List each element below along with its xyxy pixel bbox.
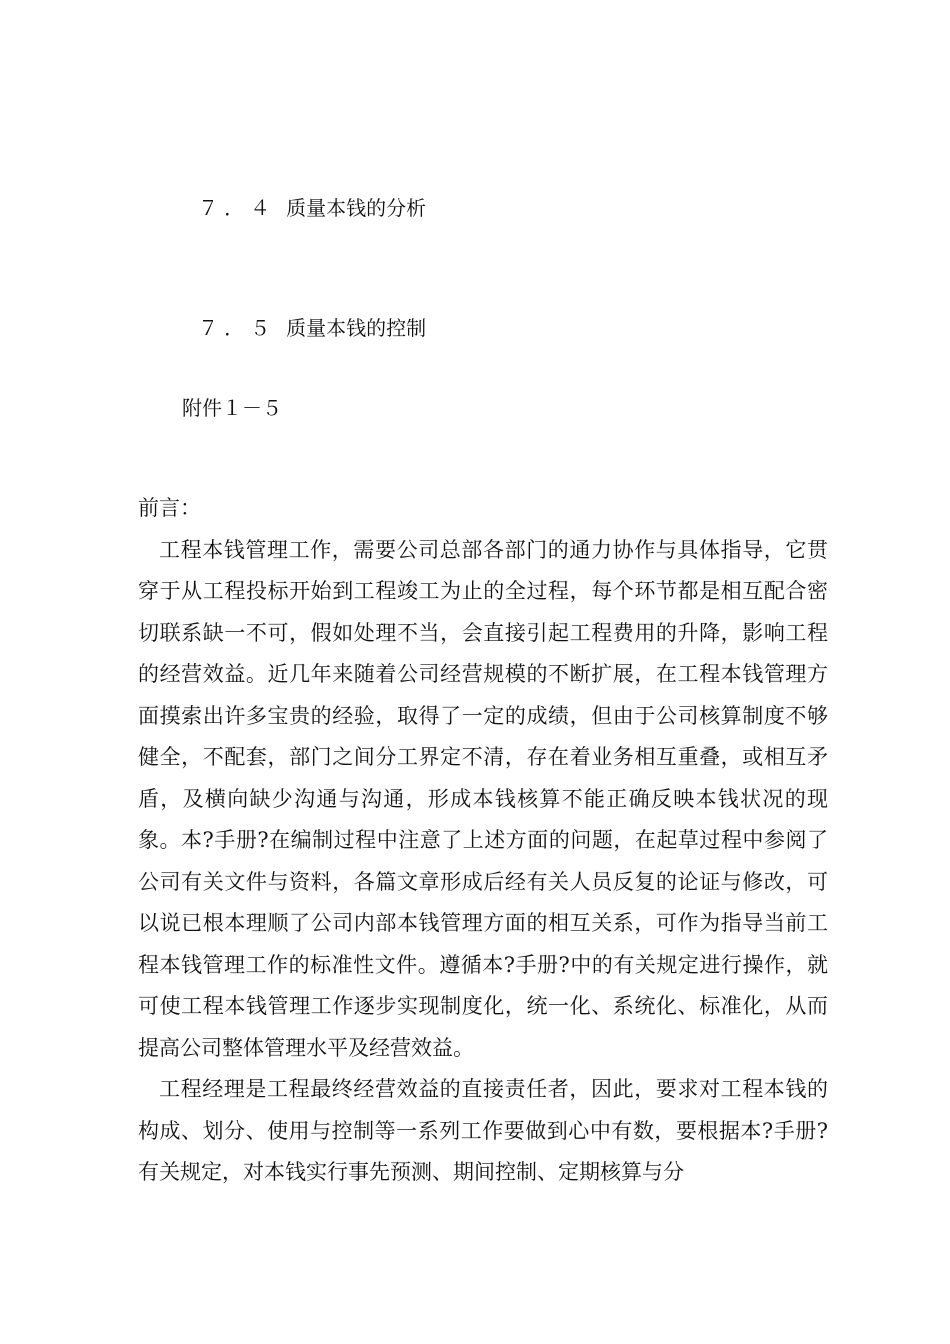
toc-item [160, 148, 426, 268]
toc-item-title: 质量本钱的控制 [286, 316, 427, 340]
toc-appendix: 附件１－５ [182, 396, 282, 420]
preface-paragraph: 工程经理是工程最终经营效益的直接责任者，因此，要求对工程本钱的构成、划分、使用与控制等一系列工作要做到心中有数，要根据本?手册?有关规定，对本钱实行事先预测、期间控制、定期核算与分 [138, 1077, 828, 1184]
table-of-contents [160, 148, 426, 428]
preface-section [138, 488, 828, 1194]
toc-item-number: ７．５ [198, 316, 277, 340]
preface-heading: 前言： [138, 496, 201, 520]
toc-item-title: 质量本钱的分析 [286, 196, 427, 220]
toc-item-number: ７．４ [198, 196, 277, 220]
toc-item [160, 268, 426, 388]
preface-paragraph: 工程本钱管理工作，需要公司总部各部门的通力协作与具体指导，它贯穿于从工程投标开始到工程竣工为止的全过程，每个环节都是相互配合密切联系缺一不可，假如处理不当，会直接引起工程费用的升降，影响工程的经营效益。近几年来随着公司经营规模的不断扩展，在工程本钱管理方面摸索出许多宝贵的经验，取得了一定的成绩，但由于公司核算制度不够健全，不配套，部门之间分工界定不清，存在着业务相互重叠，或相互矛盾，及横向缺少沟通与沟通，形成本钱核算不能正确反映本钱状况的现象。本?手册?在编制过程中注意了上述方面的问题，在起草过程中参阅了公司有关文件与资料，各篇文章形成后经有关人员反复的论证与修改，可以说已根本理顺了公司内部本钱管理方面的相互关系，可作为指导当前工程本钱管理工作的标准性文件。遵循本?手册?中的有关规定进行操作，就可使工程本钱管理工作逐步实现制度化，统一化、系统化、标准化，从而提高公司整体管理水平及经营效益。 [138, 537, 828, 1060]
